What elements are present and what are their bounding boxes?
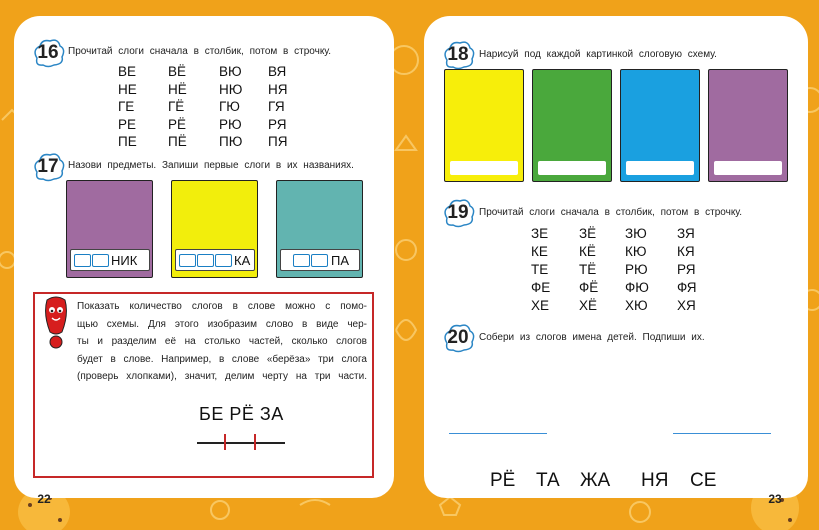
syllable: РЯ: [268, 117, 287, 132]
syllable: НЕ: [118, 82, 137, 97]
word-ending: ПА: [331, 253, 350, 268]
word-ending: КА: [234, 253, 251, 268]
scheme-field[interactable]: [450, 161, 518, 175]
answer-field[interactable]: [280, 249, 360, 271]
syllable: КЁ: [579, 244, 596, 259]
scheme-field[interactable]: [714, 161, 782, 175]
syllable: РЁ: [168, 117, 187, 132]
info-box: [33, 292, 374, 478]
syllable: ХЕ: [531, 298, 550, 313]
syllable: ВЮ: [219, 64, 242, 79]
syllable: ЗЮ: [625, 226, 647, 241]
syllable: ПЕ: [118, 134, 137, 149]
task-number: 16: [37, 42, 59, 63]
syllable: ФЯ: [677, 280, 697, 295]
task-number: 18: [447, 44, 469, 65]
task-instruction: Собери из слогов имена детей. Подпиши их.: [479, 332, 705, 343]
task-instruction: Нарисуй под каждой картинкой слоговую схему.: [479, 49, 717, 60]
name-syllable: НЯ: [641, 470, 669, 491]
syllable: ВЯ: [268, 64, 287, 79]
info-line: будет в слове. Например, в слове «берёза» три слога: [77, 353, 367, 365]
picture-card: [620, 69, 700, 182]
word-ending: НИК: [111, 253, 138, 268]
info-line: ты и разделим её на столько частей, сколько слогов: [77, 336, 367, 347]
info-line: щью схемы. Для этого изобразим слово в виде чер-: [77, 318, 367, 330]
name-syllable: ЖА: [580, 470, 611, 491]
syllable: РЮ: [219, 117, 242, 132]
syllable: ВЕ: [118, 64, 137, 79]
syllable: РЮ: [625, 262, 648, 277]
info-text: [77, 298, 367, 386]
letter-box[interactable]: [92, 254, 109, 267]
syllable: ГЕ: [118, 99, 135, 114]
picture-card: [444, 69, 524, 182]
syllable: ЗЁ: [579, 226, 597, 241]
syllable: ФЕ: [531, 280, 551, 295]
picture-card: [708, 69, 788, 182]
picture-card: [532, 69, 612, 182]
syllable: ТЕ: [531, 262, 549, 277]
picture-card: [171, 180, 258, 278]
syllable: РЕ: [118, 117, 137, 132]
syllable: ФЮ: [625, 280, 649, 295]
example-word: БЕ РЁ ЗА: [199, 404, 284, 424]
exclamation-mascot-icon: [39, 296, 73, 350]
task-number: 19: [447, 202, 469, 223]
syllable: КЯ: [677, 244, 695, 259]
syllable-divider: [224, 434, 226, 450]
answer-field[interactable]: [70, 249, 150, 271]
scheme-field[interactable]: [538, 161, 606, 175]
picture-card: [276, 180, 363, 278]
syllable: ЗЯ: [677, 226, 695, 241]
syllable: ПЁ: [168, 134, 187, 149]
name-answer-line[interactable]: [449, 433, 547, 434]
syllable: ВЁ: [168, 64, 187, 79]
letter-box[interactable]: [179, 254, 196, 267]
info-line: (проверь хлопками), значит, делим черту на три части.: [77, 371, 367, 382]
syllable: ФЁ: [579, 280, 599, 295]
syllable: ПЮ: [219, 134, 243, 149]
page-number: 23: [768, 492, 782, 506]
letter-box[interactable]: [215, 254, 232, 267]
name-syllable: ТА: [536, 470, 560, 491]
name-syllable: РЁ: [490, 470, 516, 491]
syllable: КЕ: [531, 244, 548, 259]
syllable: ХЯ: [677, 298, 696, 313]
letter-box[interactable]: [293, 254, 310, 267]
syllable: ГЮ: [219, 99, 240, 114]
syllable: НЁ: [168, 82, 187, 97]
syllable: ТЁ: [579, 262, 597, 277]
letter-box[interactable]: [311, 254, 328, 267]
info-line: Показать количество слогов в слове можно с помо-: [77, 301, 367, 312]
syllable-divider: [254, 434, 256, 450]
syllable: НЮ: [219, 82, 243, 97]
syllable-scheme-line: [197, 442, 285, 444]
task-instruction: Прочитай слоги сначала в столбик, потом в строчку.: [68, 46, 332, 57]
syllable: ГЯ: [268, 99, 285, 114]
task-number: 20: [447, 327, 469, 348]
letter-box[interactable]: [197, 254, 214, 267]
name-answer-line[interactable]: [673, 433, 771, 434]
task-instruction: Назови предметы. Запиши первые слоги в их названиях.: [68, 160, 354, 171]
syllable: РЯ: [677, 262, 696, 277]
scheme-field[interactable]: [626, 161, 694, 175]
task-number: 17: [37, 156, 59, 177]
picture-card: [66, 180, 153, 278]
syllable: ХЮ: [625, 298, 648, 313]
syllable: ПЯ: [268, 134, 288, 149]
syllable: НЯ: [268, 82, 288, 97]
syllable: КЮ: [625, 244, 647, 259]
answer-field[interactable]: [175, 249, 255, 271]
task-instruction: Прочитай слоги сначала в столбик, потом в строчку.: [479, 207, 743, 218]
syllable: ГЁ: [168, 99, 185, 114]
name-syllable: СЕ: [690, 470, 717, 491]
syllable: ЗЕ: [531, 226, 549, 241]
syllable: ХЁ: [579, 298, 598, 313]
page-number: 22: [37, 492, 51, 506]
letter-box[interactable]: [74, 254, 91, 267]
